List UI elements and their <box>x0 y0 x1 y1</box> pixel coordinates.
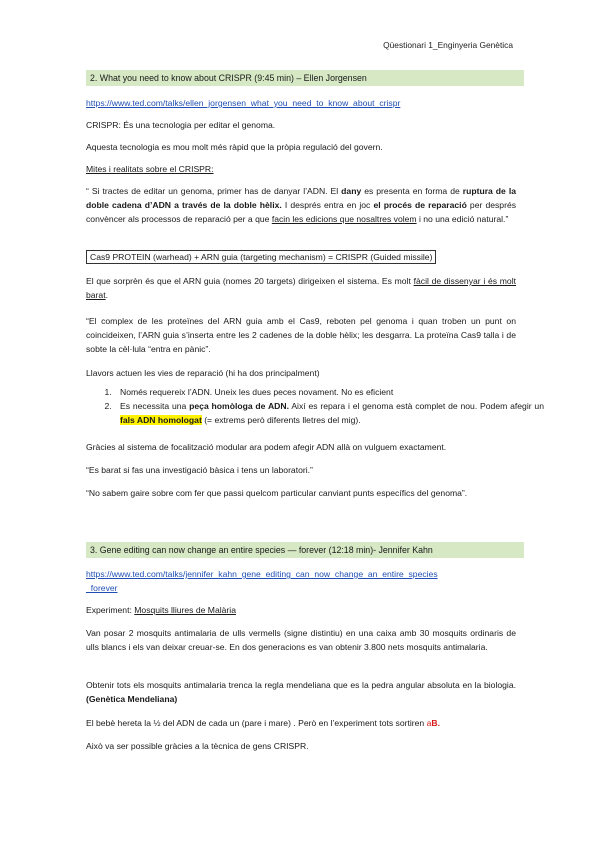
formula-line <box>86 250 516 264</box>
myths-title-text: Mites i realitats sobre el CRISPR: <box>86 164 214 174</box>
quote-text: per després convèncer als processos de reparació per a que <box>86 200 517 224</box>
guide-text: . <box>105 290 108 300</box>
experiment-label: Experiment: <box>86 605 135 615</box>
quote-bold: ruptura de la doble cadena d’ADN a través de la doble hèlix. <box>86 186 516 210</box>
experiment-title: Mosquits lliures de Malària <box>134 605 236 615</box>
quote-text: “ Si tractes de editar un genoma, primer has de danyar l’ADN. El <box>86 186 342 196</box>
repair-text: Es necessita una <box>120 401 190 411</box>
unknown-quote: “No sabem gaire sobre com fer que passi quelcom particular canviant punts específics del genoma”. <box>86 488 468 498</box>
crispr-definition: CRISPR: És una tecnologia per editar el genoma. <box>86 120 276 130</box>
ted-url-link-cont[interactable]: _forever <box>86 583 118 593</box>
quote-underline: facin les edicions que nosaltres volem <box>271 214 417 224</box>
quote-text: es presenta en forma de <box>361 186 463 196</box>
myths-title <box>86 162 516 176</box>
quote-bold: el procés de reparació <box>373 200 467 210</box>
experiment-line <box>86 603 516 617</box>
quote-text: i no una edició natural.” <box>416 214 509 224</box>
section-2-heading: 2. What you need to know about CRISPR (9:45 min) – Ellen Jorgensen <box>86 70 524 86</box>
mosquito-paragraph: Van posar 2 mosquits antimalaria de ulls vermells (signe distintiu) en una caixa amb 30 mosquits ordinaris de ulls blancs i els van deixar creuar-se. En dos generacions es van obtenir 3.800 nets mosquits antimalaria. <box>86 628 516 652</box>
quote-text: I després entra en joc <box>281 200 374 210</box>
repair-text: Així es repara i el genoma està complet de nou. Podem afegir un <box>288 401 544 411</box>
ted-url-link[interactable]: https://www.ted.com/talks/ellen_jorgensen_what_you_need_to_know_about_crispr <box>86 98 401 108</box>
mendel-text: Obtenir tots els mosquits antimalaria trenca la regla mendeliana que es la pedra angular absoluta en la biologia. <box>86 680 516 690</box>
ted-url-link[interactable]: https://www.ted.com/talks/jennifer_kahn_gene_editing_can_now_change_an_entire_species <box>86 569 438 579</box>
inheritance-paragraph <box>86 716 516 730</box>
red-bold-text: B. <box>431 718 440 728</box>
repair-intro: Llavors actuen les vies de reparació (hi ha dos principalment) <box>86 368 320 378</box>
repair-item <box>114 399 544 427</box>
document-body <box>86 70 544 770</box>
mendel-paragraph <box>86 678 516 706</box>
highlighted-text: fals ADN homologat <box>120 415 202 425</box>
cheap-quote: “Es barat si fas una investigació bàsica i tens un laboratori.” <box>86 465 313 475</box>
repair-list <box>86 385 544 427</box>
guide-text: El que sorprèn és que el ARN guia (nomes 20 targets) dirigeixen el sistema. Es molt <box>86 276 414 286</box>
regulation-paragraph: Aquesta tecnologia es mou molt més ràpid que la pròpia regulació del govern. <box>86 142 383 152</box>
inheritance-text: El bebè hereta la ½ del ADN de cada un (pare i mare) . Però en l’experiment tots sortiren <box>86 718 427 728</box>
quote-damage <box>86 184 516 226</box>
complex-paragraph: “El complex de les proteïnes del ARN guia amb el Cas9, reboten pel genoma i quan troben un punt on coincideixen, l’ARN guia s’inserta entre les 2 cadenes de la doble hèlix; les desgarra. La proteïna Cas9 talla i de sobte la cèl·lula “entra en pànic”. <box>86 316 516 354</box>
modular-paragraph: Gràcies al sistema de focalització modular ara podem afegir ADN allà on vulguem exactament. <box>86 442 447 452</box>
section-2-link[interactable] <box>86 96 516 110</box>
page-header: Qüestionari 1_Enginyeria Genètica <box>383 40 513 50</box>
red-text: a <box>426 718 432 728</box>
repair-text: (= extrems però diferents lletres del mig). <box>201 415 361 425</box>
quote-bold: dany <box>341 186 362 196</box>
section-3-heading: 3. Gene editing can now change an entire species — forever (12:18 min)- Jennifer Kahn <box>86 542 524 558</box>
crispr-conclusion: Això va ser possible gràcies a la tècnica de gens CRISPR. <box>86 741 309 751</box>
repair-item: 1. Només requereix l’ADN. Uneix les dues peces novament. No es eficient <box>114 385 544 399</box>
guide-underline: fàcil de dissenyar i és molt barat <box>86 276 517 300</box>
section-3-link[interactable] <box>86 567 516 595</box>
formula-box: Cas9 PROTEIN (warhead) + ARN guia (targeting mechanism) = CRISPR (Guided missile) <box>86 250 436 264</box>
mendel-bold: (Genètica Mendeliana) <box>86 694 178 704</box>
repair-bold: peça homòloga de ADN. <box>189 401 289 411</box>
guide-rna-paragraph <box>86 274 516 302</box>
